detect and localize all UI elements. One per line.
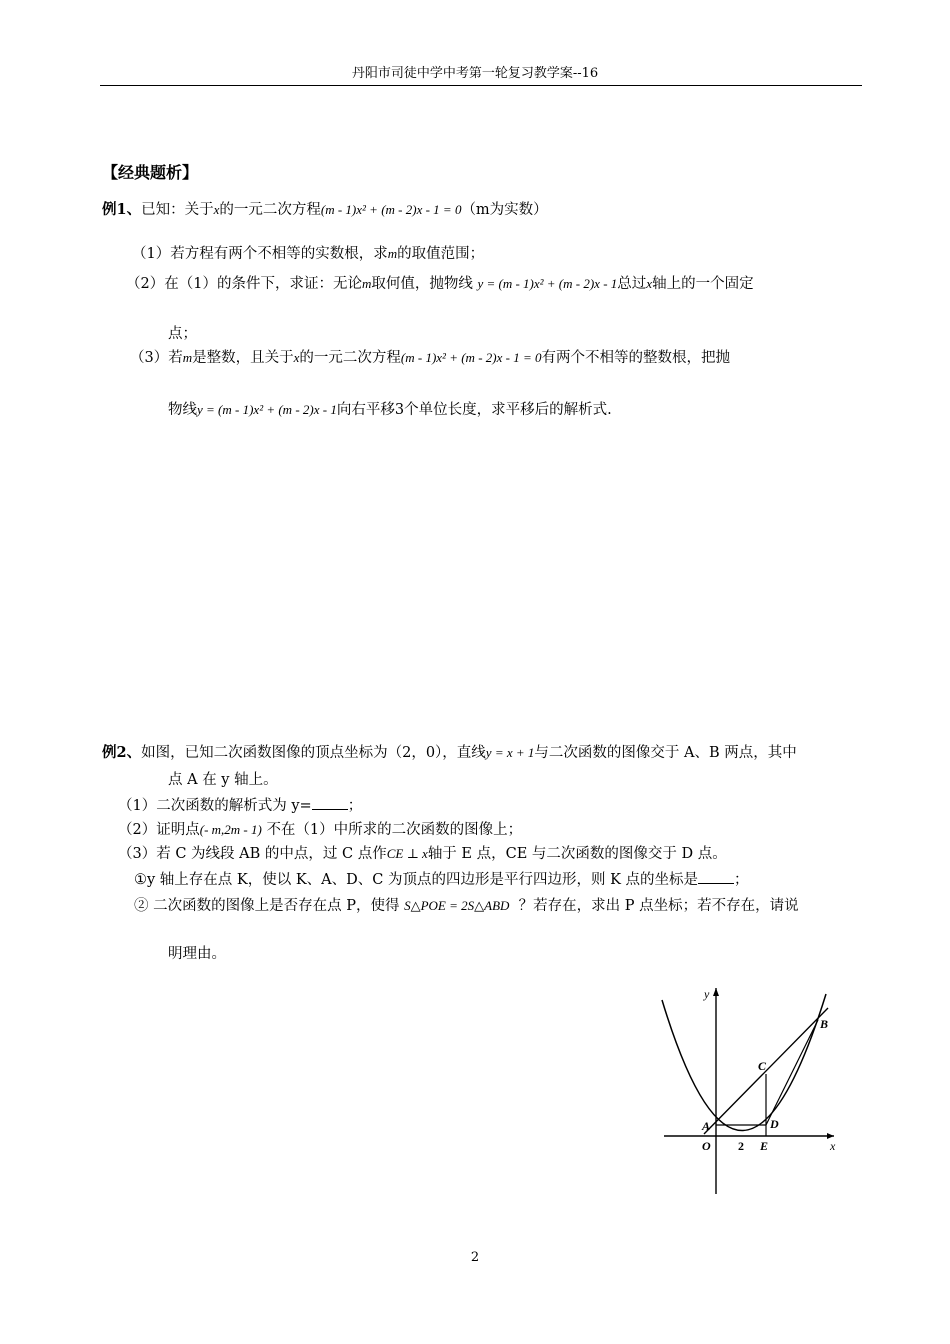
parabola-curve: [662, 994, 829, 1131]
y-axis-arrow: [713, 988, 719, 996]
y-axis-label: y: [704, 987, 710, 1001]
ex2-q1: （1）二次函数的解析式为 y= ；: [118, 798, 363, 814]
x-axis-label: x: [830, 1139, 836, 1153]
section-title: 【经典题析】: [102, 163, 199, 182]
ex1-intro: 例1、已知：关于x的一元二次方程(m - 1)x² + (m - 2)x - 1 = 0（m为实数）: [102, 201, 548, 218]
ex1-q3-cont: 物线y = (m - 1)x² + (m - 2)x - 1向右平移3个单位长度，求平移后的解析式.: [168, 402, 612, 418]
page-header: 丹阳市司徒中学中考第一轮复习教学案--16: [351, 66, 599, 81]
ex2-intro-cont: 点 A 在 y 轴上。: [168, 772, 278, 788]
ex2-sub2: ② 二次函数的图像上是否存在点 P，使得 S△POE = 2S△ABD ？若存在，求出 P 点坐标；若不存在，请说: [134, 898, 799, 914]
ex1-q3: （3）若m是整数，且关于x的一元二次方程(m - 1)x² + (m - 2)x - 1 = 0有两个不相等的整数根，把抛: [130, 350, 730, 366]
answer-blank[interactable]: [312, 797, 348, 810]
ex2-sub1: ①y 轴上存在点 K，使以 K、A、D、C 为顶点的四边形是平行四边形，则 K 点的坐标是 ；: [134, 872, 749, 888]
ex1-q2: （2）在（1）的条件下，求证：无论m取何值，抛物线 y = (m - 1)x² + (m - 2)x - 1总过x轴上的一个固定: [126, 276, 754, 292]
ex2-q2: （2）证明点(- m,2m - 1) 不在（1）中所求的二次函数的图像上；: [118, 822, 523, 838]
header-rule: [100, 85, 862, 86]
point-d-label: D: [770, 1117, 779, 1131]
point-a-label: A: [702, 1119, 711, 1133]
ex2-q3: （3）若 C 为线段 AB 的中点，过 C 点作CE ⊥ x轴于 E 点，CE 与二次函数的图像交于 D 点。: [118, 846, 727, 862]
ex1-q1: （1）若方程有两个不相等的实数根，求m的取值范围；: [132, 246, 485, 262]
origin-label: O: [702, 1139, 711, 1153]
segment-db: [766, 1020, 818, 1125]
point-e-label: E: [760, 1139, 769, 1153]
answer-blank[interactable]: [698, 871, 734, 884]
page-number: 2: [470, 1250, 480, 1265]
point-c-label: C: [758, 1059, 767, 1073]
tick-2-label: 2: [738, 1139, 744, 1153]
ex2-sub2-cont: 明理由。: [168, 946, 226, 962]
ex1-q2-cont: 点；: [168, 326, 197, 342]
point-b-label: B: [820, 1017, 829, 1031]
ex2-intro: 例2、如图，已知二次函数图像的顶点坐标为（2，0），直线y = x + 1与二次函数的图像交于 A、B 两点，其中: [102, 744, 797, 761]
parabola-figure: [650, 978, 850, 1200]
